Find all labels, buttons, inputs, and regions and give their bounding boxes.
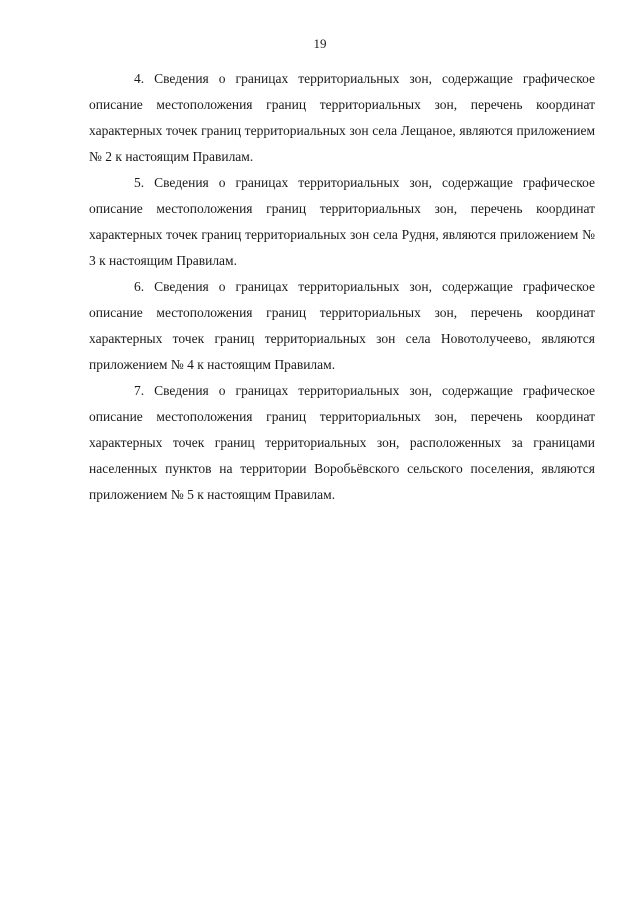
document-body — [89, 66, 595, 508]
paragraph-item-6: 6. Сведения о границах территориальных зон, содержащие графическое описание местоположения границ территориальных зон, перечень координат характерных точек границ территориальных зон села Новотолучеево, являются приложением № 4 к настоящим Правилам. — [89, 279, 595, 372]
page-number: 19 — [313, 36, 327, 51]
paragraph-item-7: 7. Сведения о границах территориальных зон, содержащие графическое описание местоположения границ территориальных зон, перечень координат характерных точек границ территориальных зон, расположенных за границами населенных пунктов на территории Воробьёвского сельского поселения, являются приложением № 5 к настоящим Правилам. — [89, 383, 595, 502]
paragraph-item-5: 5. Сведения о границах территориальных зон, содержащие графическое описание местоположения границ территориальных зон, перечень координат характерных точек границ территориальных зон села Рудня, являются приложением № 3 к настоящим Правилам. — [89, 175, 595, 268]
paragraph-item-4: 4. Сведения о границах территориальных зон, содержащие графическое описание местоположения границ территориальных зон, перечень координат характерных точек границ территориальных зон села Лещаное, являются приложением № 2 к настоящим Правилам. — [89, 71, 595, 164]
